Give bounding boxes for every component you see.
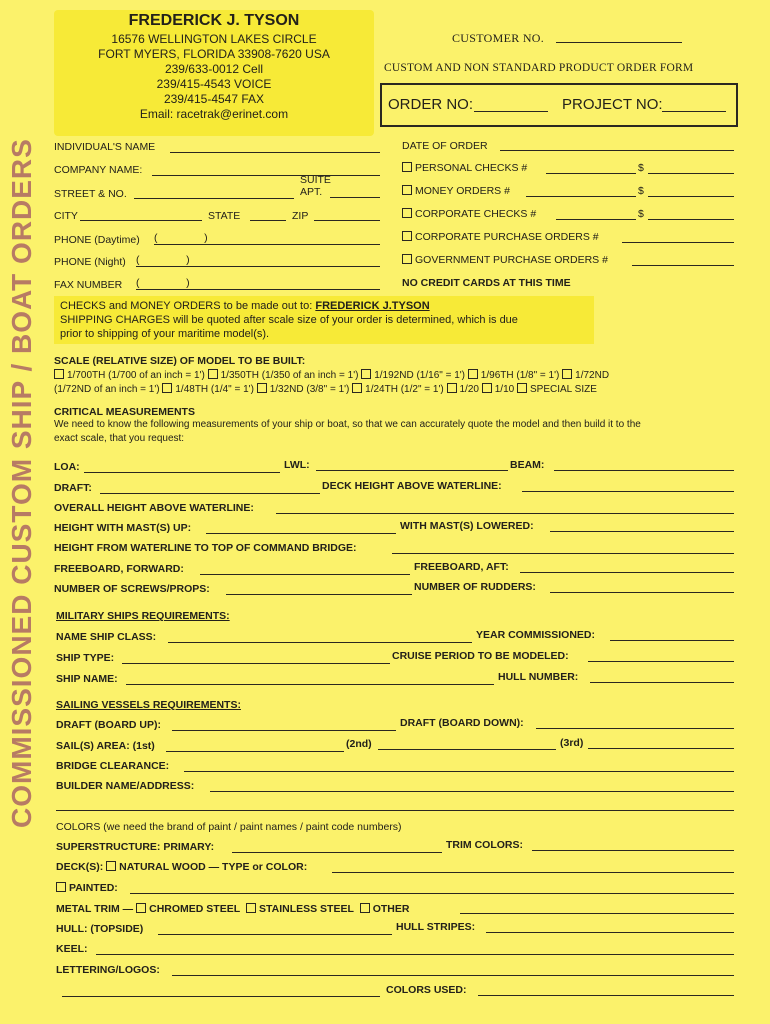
corp-po-field[interactable] <box>622 242 734 243</box>
fax-phone: 239/415-4547 FAX <box>163 92 265 106</box>
corp-checks-row[interactable]: CORPORATE CHECKS # <box>402 208 536 220</box>
loa-label: LOA: <box>54 461 80 473</box>
customer-no-field[interactable] <box>556 42 682 43</box>
scale-1-72-desc: (1/72ND of an inch = 1') <box>54 384 160 395</box>
scale-1-20-checkbox[interactable] <box>447 383 457 393</box>
payee-name: FREDERICK J.TYSON <box>315 300 430 312</box>
state-field[interactable] <box>250 220 286 221</box>
fax-label: FAX NUMBER <box>54 279 123 291</box>
freeboard-aft-label: FREEBOARD, AFT: <box>414 561 509 573</box>
freeboard-fwd-label: FREEBOARD, FORWARD: <box>54 563 184 575</box>
colors-used-left-field[interactable] <box>62 996 380 997</box>
painted-checkbox[interactable] <box>56 882 66 892</box>
scale-1-24: 1/24TH (1/2" = 1') <box>365 384 444 395</box>
scale-heading: SCALE (RELATIVE SIZE) OF MODEL TO BE BUILT: <box>54 355 306 367</box>
special-size-checkbox[interactable] <box>517 383 527 393</box>
cruise-field[interactable] <box>588 661 734 662</box>
scale-1-700-checkbox[interactable] <box>54 369 64 379</box>
masts-up-field[interactable] <box>206 533 396 534</box>
natural-wood-label: NATURAL WOOD <box>119 861 206 873</box>
apt-field[interactable] <box>330 197 380 198</box>
scale-1-24-checkbox[interactable] <box>352 383 362 393</box>
money-amount[interactable] <box>648 196 734 197</box>
scale-1-350-checkbox[interactable] <box>208 369 218 379</box>
suite-label: SUITE <box>300 174 331 186</box>
deck-height-field[interactable] <box>522 491 734 492</box>
ship-class-label: NAME SHIP CLASS: <box>56 631 157 643</box>
state-label: STATE <box>208 210 241 222</box>
masts-lowered-field[interactable] <box>550 531 734 532</box>
company-name: FREDERICK J. TYSON <box>128 12 300 29</box>
personal-checks-row[interactable]: PERSONAL CHECKS # <box>402 162 527 174</box>
scale-row-1 <box>54 369 609 382</box>
scale-1-32-checkbox[interactable] <box>257 383 267 393</box>
scale-1-32: 1/32ND (3/8" = 1') <box>269 384 350 395</box>
sailing-heading: SAILING VESSELS REQUIREMENTS: <box>56 699 241 711</box>
vertical-title: COMMISSIONED CUSTOM SHIP / BOAT ORDERS <box>6 138 37 828</box>
decks-row <box>56 861 307 873</box>
street-label: STREET & NO. <box>54 188 127 200</box>
hull-stripes-label: HULL STRIPES: <box>396 921 476 933</box>
loa-field[interactable] <box>84 472 280 473</box>
lwl-field[interactable] <box>316 470 508 471</box>
military-heading: MILITARY SHIPS REQUIREMENTS: <box>56 610 230 622</box>
project-no-field[interactable] <box>662 111 726 112</box>
deck-color-field[interactable] <box>332 872 734 873</box>
keel-label: KEEL: <box>56 943 88 955</box>
critical-text-2: exact scale, that you request: <box>54 433 185 444</box>
gov-po-row[interactable]: GOVERNMENT PURCHASE ORDERS # <box>402 254 608 266</box>
scale-1-72-checkbox[interactable] <box>562 369 572 379</box>
dollar-2: $ <box>638 185 644 197</box>
individual-field[interactable] <box>170 152 380 153</box>
corp-checks-field[interactable] <box>556 219 636 220</box>
type-color-label: — TYPE or COLOR: <box>208 861 308 873</box>
ship-name-label: SHIP NAME: <box>56 673 118 685</box>
phone-night-label: PHONE (Night) <box>54 256 126 268</box>
builder-label: BUILDER NAME/ADDRESS: <box>56 780 195 792</box>
command-bridge-field[interactable] <box>392 553 734 554</box>
scale-1-48: 1/48TH (1/4" = 1') <box>175 384 254 395</box>
fax-field[interactable] <box>136 289 380 290</box>
draft-up-label: DRAFT (BOARD UP): <box>56 719 161 731</box>
screws-label: NUMBER OF SCREWS/PROPS: <box>54 583 210 595</box>
stainless-checkbox[interactable] <box>246 903 256 913</box>
scale-1-700: 1/700TH (1/700 of an inch = 1') <box>67 370 205 381</box>
natural-wood-checkbox[interactable] <box>106 861 116 871</box>
corp-amount[interactable] <box>648 219 734 220</box>
address-line-2: FORT MYERS, FLORIDA 33908-7620 USA <box>98 47 330 61</box>
sail-area-label: SAIL(S) AREA: (1st) <box>56 740 155 752</box>
keel-field[interactable] <box>96 954 734 955</box>
overall-height-field[interactable] <box>276 513 734 514</box>
phone-day-label: PHONE (Daytime) <box>54 234 140 246</box>
money-orders-row[interactable]: MONEY ORDERS # <box>402 185 510 197</box>
rudders-label: NUMBER OF RUDDERS: <box>414 581 536 593</box>
draft-up-field[interactable] <box>172 730 396 731</box>
corp-po-row[interactable]: CORPORATE PURCHASE ORDERS # <box>402 231 599 243</box>
zip-field[interactable] <box>314 220 380 221</box>
personal-amount[interactable] <box>648 173 734 174</box>
scale-1-48-checkbox[interactable] <box>162 383 172 393</box>
note-line-2: SHIPPING CHARGES will be quoted after scale size of your order is determined, which is due <box>60 314 518 326</box>
year-label: YEAR COMMISSIONED: <box>476 629 596 641</box>
year-field[interactable] <box>610 640 734 641</box>
phone-night-paren: ( ) <box>136 254 190 266</box>
voice-phone: 239/415-4543 VOICE <box>156 77 272 91</box>
scale-1-10-checkbox[interactable] <box>482 383 492 393</box>
customer-no-label: CUSTOMER NO. <box>452 31 545 45</box>
lettering-field[interactable] <box>172 975 734 976</box>
phone-night-field[interactable] <box>136 266 380 267</box>
city-label: CITY <box>54 210 78 222</box>
other-checkbox[interactable] <box>360 903 370 913</box>
chromed-label: CHROMED STEEL <box>149 903 241 915</box>
sail-area-3-label: (3rd) <box>560 737 584 749</box>
fax-paren: ( ) <box>136 277 190 289</box>
company-field[interactable] <box>152 175 380 176</box>
company-header <box>54 10 374 136</box>
date-field[interactable] <box>500 150 734 151</box>
freeboard-aft-field[interactable] <box>520 572 734 573</box>
scale-1-350: 1/350TH (1/350 of an inch = 1') <box>220 370 359 381</box>
builder-field[interactable] <box>210 791 734 792</box>
colors-used-label: COLORS USED: <box>386 984 467 996</box>
zip-label: ZIP <box>292 210 309 222</box>
scale-1-192: 1/192ND (1/16" = 1') <box>374 370 466 381</box>
masts-lowered-label: WITH MAST(S) LOWERED: <box>400 520 534 532</box>
personal-checks-checkbox[interactable] <box>402 162 412 172</box>
painted-row <box>56 882 118 894</box>
beam-field[interactable] <box>554 470 734 471</box>
scale-row-2 <box>54 383 597 396</box>
command-bridge-label: HEIGHT FROM WATERLINE TO TOP OF COMMAND BRIDGE: <box>54 542 357 554</box>
order-no-label: ORDER NO: <box>388 96 474 113</box>
sail-area-2-field[interactable] <box>378 749 556 750</box>
hull-number-field[interactable] <box>590 682 734 683</box>
personal-checks-field[interactable] <box>546 173 636 174</box>
deck-height-label: DECK HEIGHT ABOVE WATERLINE: <box>322 480 502 492</box>
bridge-clearance-field[interactable] <box>184 771 734 772</box>
dollar-1: $ <box>638 162 644 174</box>
beam-label: BEAM: <box>510 459 545 471</box>
no-credit-cards: NO CREDIT CARDS AT THIS TIME <box>402 277 571 289</box>
company-label: COMPANY NAME: <box>54 164 143 176</box>
overall-height-label: OVERALL HEIGHT ABOVE WATERLINE: <box>54 502 254 514</box>
apt-label: APT. <box>300 186 323 198</box>
scale-1-96: 1/96TH (1/8" = 1') <box>480 370 560 381</box>
draft-field[interactable] <box>100 493 320 494</box>
project-no-label: PROJECT NO: <box>562 96 663 113</box>
corp-po-checkbox[interactable] <box>402 231 412 241</box>
gov-po-field[interactable] <box>632 265 734 266</box>
metal-trim-row <box>56 903 409 915</box>
metal-trim-label: METAL TRIM — <box>56 903 134 915</box>
colors-heading: COLORS (we need the brand of paint / paint names / paint code numbers) <box>56 821 402 833</box>
painted-field[interactable] <box>130 893 734 894</box>
critical-heading: CRITICAL MEASUREMENTS <box>54 406 195 418</box>
form-title: CUSTOM AND NON STANDARD PRODUCT ORDER FORM <box>384 62 694 74</box>
phone-day-field[interactable] <box>154 244 380 245</box>
critical-text-1: We need to know the following measurements of your ship or boat, so that we can accurately quote the model and then build it to the <box>54 419 641 430</box>
other-field[interactable] <box>460 913 734 914</box>
address-line-1: 16576 WELLINGTON LAKES CIRCLE <box>111 32 317 46</box>
scale-1-96-checkbox[interactable] <box>468 369 478 379</box>
city-field[interactable] <box>80 220 202 221</box>
order-no-field[interactable] <box>474 111 548 112</box>
trim-colors-field[interactable] <box>532 850 734 851</box>
order-box <box>380 83 738 127</box>
ship-class-field[interactable] <box>168 642 472 643</box>
rudders-field[interactable] <box>550 592 734 593</box>
draft-down-field[interactable] <box>536 728 734 729</box>
superstructure-label: SUPERSTRUCTURE: PRIMARY: <box>56 841 215 853</box>
gov-po-checkbox[interactable] <box>402 254 412 264</box>
cruise-label: CRUISE PERIOD TO BE MODELED: <box>392 650 569 662</box>
note-line-3: prior to shipping of your maritime model(s). <box>60 328 270 340</box>
individual-label: INDIVIDUAL'S NAME <box>54 141 156 153</box>
stainless-label: STAINLESS STEEL <box>258 903 354 915</box>
lwl-label: LWL: <box>284 459 310 471</box>
trim-colors-label: TRIM COLORS: <box>446 839 523 851</box>
other-label: OTHER <box>372 903 410 915</box>
freeboard-fwd-field[interactable] <box>200 574 410 575</box>
sail-area-2-label: (2nd) <box>346 738 372 750</box>
lettering-label: LETTERING/LOGOS: <box>56 964 160 976</box>
scale-1-72: 1/72ND <box>575 370 610 381</box>
corp-checks-checkbox[interactable] <box>402 208 412 218</box>
street-field[interactable] <box>134 198 294 199</box>
email: Email: racetrak@erinet.com <box>139 107 289 121</box>
superstructure-field[interactable] <box>232 852 442 853</box>
bridge-clearance-label: BRIDGE CLEARANCE: <box>56 760 170 772</box>
cell-phone: 239/633-0012 Cell <box>164 62 264 76</box>
screws-field[interactable] <box>226 594 412 595</box>
draft-down-label: DRAFT (BOARD DOWN): <box>400 717 524 729</box>
money-orders-checkbox[interactable] <box>402 185 412 195</box>
date-label: DATE OF ORDER <box>402 140 488 152</box>
hull-number-label: HULL NUMBER: <box>498 671 579 683</box>
note-line-1a: CHECKS and MONEY ORDERS to be made out to: <box>60 300 316 312</box>
masts-up-label: HEIGHT WITH MAST(S) UP: <box>54 522 192 534</box>
decks-label: DECK(S): <box>56 861 104 873</box>
sail-area-3-field[interactable] <box>588 748 734 749</box>
money-orders-field[interactable] <box>526 196 636 197</box>
special-size: SPECIAL SIZE <box>530 384 597 395</box>
ship-type-field[interactable] <box>122 663 390 664</box>
hull-label: HULL: (TOPSIDE) <box>56 923 144 935</box>
chromed-checkbox[interactable] <box>136 903 146 913</box>
draft-label: DRAFT: <box>54 482 92 494</box>
painted-label: PAINTED: <box>69 882 118 894</box>
colors-used-field[interactable] <box>478 995 734 996</box>
scale-1-10: 1/10 <box>494 384 515 395</box>
hull-field[interactable] <box>158 934 392 935</box>
builder-field-2[interactable] <box>56 810 734 811</box>
sail-area-1-field[interactable] <box>166 751 344 752</box>
phone-day-paren: ( ) <box>154 232 208 244</box>
payment-note <box>54 296 594 344</box>
scale-1-192-checkbox[interactable] <box>361 369 371 379</box>
dollar-3: $ <box>638 208 644 220</box>
hull-stripes-field[interactable] <box>486 932 734 933</box>
ship-type-label: SHIP TYPE: <box>56 652 115 664</box>
ship-name-field[interactable] <box>126 684 494 685</box>
scale-1-20: 1/20 <box>459 384 479 395</box>
